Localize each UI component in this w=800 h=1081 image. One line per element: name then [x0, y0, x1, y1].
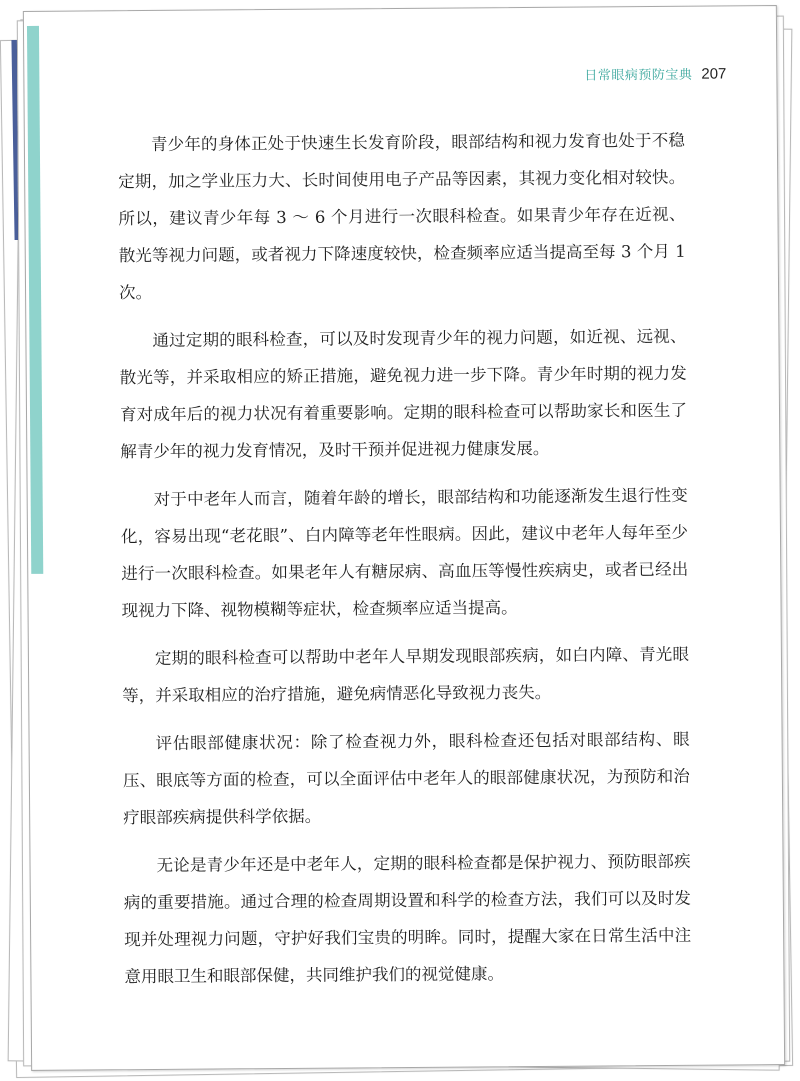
body-text	[118, 122, 692, 1006]
paragraph: 定期的眼科检查可以帮助中老年人早期发现眼部疾病，如白内障、青光眼等，并采取相应的治疗措施，避免病情恶化导致视力丧失。	[122, 644, 689, 706]
paragraph: 通过定期的眼科检查，可以及时发现青少年的视力问题，如近视、远视、散光等，并采取相应的矫正措施，避免视力进一步下降。青少年时期的视力发育对成年后的视力状况有着重要影响。定期的眼科检查可以帮助家长和医生了解青少年的视力发育情况，及时干预并促进视力健康发展。	[119, 326, 688, 462]
running-header	[584, 63, 726, 83]
teal-margin-bar	[27, 26, 43, 574]
paragraph: 评估眼部健康状况：除了检查视力外，眼科检查还包括对眼部结构、眼压、眼底等方面的检查，可以全面评估中老年人的眼部健康状况，为预防和治疗眼部疾病提供科学依据。	[122, 729, 690, 828]
page-number: 207	[701, 65, 727, 83]
book-page	[23, 5, 785, 1071]
book-title: 日常眼病预防宝典	[584, 67, 693, 84]
paragraph: 对于中老年人而言，随着年龄的增长，眼部结构和功能逐渐发生退行性变化，容易出现“老花眼”、白内障等老年性眼病。因此，建议中老年人每年至少进行一次眼科检查。如果老年人有糖尿病、高血压等慢性疾病史，或者已经出现视力下降、视物模糊等症状，检查频率应适当提高。	[120, 485, 689, 621]
paragraph: 青少年的身体正处于快速生长发育阶段，眼部结构和视力发育也处于不稳定期，加之学业压力大、长时间使用电子产品等因素，其视力变化相对较快。所以，建议青少年每 3 ～ 6 个月进行一次眼科检查。如果青少年存在近视、散光等视力问题，或者视力下降速度较快，检查频率应适当提高至每 3 个月 1 次。	[118, 130, 686, 303]
paragraph: 无论是青少年还是中老年人，定期的眼科检查都是保护视力、预防眼部疾病的重要措施。通过合理的检查周期设置和科学的检查方法，我们可以及时发现并处理视力问题，守护好我们宝贵的明眸。同时，提醒大家在日常生活中注意用眼卫生和眼部保健，共同维护我们的视觉健康。	[123, 851, 692, 987]
